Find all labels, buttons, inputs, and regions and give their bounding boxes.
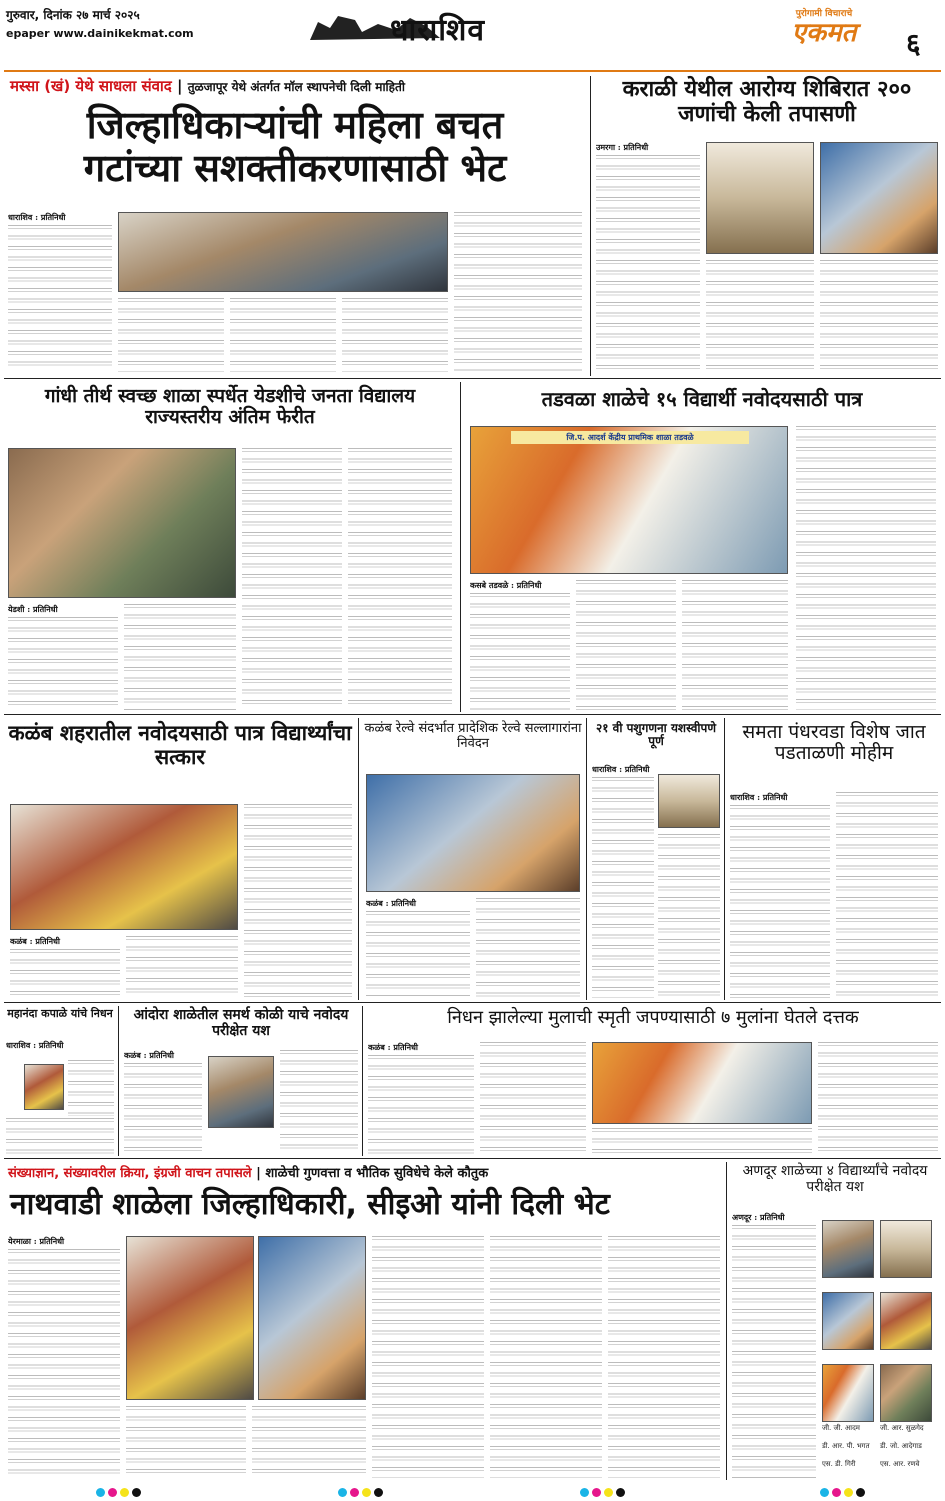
karali-column-3 [820, 260, 938, 374]
nathwadi-column-6-text [608, 1236, 720, 1478]
andur-student-photo-1 [822, 1220, 874, 1278]
kalamb-navodaya-headline: कळंब शहरातील नवोदयसाठी पात्र विद्यार्थ्यांचा सत्कार [8, 721, 352, 769]
lead-headline-line1: जिल्हाधिकाऱ्यांची महिला बचत [86, 103, 504, 147]
nathwadi-column-3 [252, 1406, 366, 1478]
andur-student-photo-3 [822, 1292, 874, 1350]
divider [4, 378, 941, 379]
kalamb-railway-column-1-text [366, 911, 470, 999]
nathwadi-column-6 [608, 1236, 720, 1478]
lead-column-2 [118, 298, 224, 372]
tadwala-story [464, 382, 940, 712]
adoption-story [366, 1006, 940, 1156]
tadwala-photo-banner: जि.प. आदर्श केंद्रीय प्राथमिक शाळा तडवळे [511, 431, 749, 444]
lead-photo [118, 212, 448, 292]
adoption-column-1 [368, 1042, 474, 1154]
livestock-census-photo [658, 774, 720, 828]
divider [4, 1158, 941, 1159]
tadwala-column-4-text [796, 426, 936, 710]
registration-dot-magenta [832, 1488, 841, 1497]
andur-column-1 [732, 1212, 816, 1478]
karali-column-3-text [820, 260, 938, 374]
obituary-column-2-text [68, 1060, 114, 1116]
kalamb-navodaya-column-3 [244, 804, 352, 998]
adoption-dateline: कळंब : प्रतिनिधी [368, 1042, 419, 1052]
andora-column-1 [124, 1050, 202, 1154]
andur-student-name-3: डी. आर. पी. भगत [822, 1442, 870, 1450]
adoption-column-3-text [592, 1128, 812, 1154]
andora-column-1-text [124, 1063, 202, 1155]
brand-logo [754, 6, 894, 48]
adoption-column-4 [818, 1042, 938, 1154]
kalamb-railway-column-2 [476, 898, 580, 998]
andur-student-name-4: डी. जो. आदेगाड [880, 1442, 922, 1450]
karali-column-2-text [706, 260, 814, 374]
kalamb-navodaya-column-1-text [10, 949, 120, 999]
divider [590, 76, 591, 376]
lead-column-5 [454, 212, 582, 372]
lead-kicker-black: तुळजापूर येथे अंतर्गत मॉल स्थापनेची दिली माहिती [187, 80, 405, 94]
karali-headline: कराळी येथील आरोग्य शिबिरात २०० जणांची केली तपासणी [622, 77, 912, 127]
nathwadi-dateline: येरमाळा : प्रतिनिधी [8, 1236, 65, 1246]
gandhi-column-1-text [8, 617, 118, 711]
nathwadi-column-3-text [252, 1406, 366, 1478]
lead-column-4 [342, 298, 448, 372]
registration-dot-cyan [96, 1488, 105, 1497]
kalamb-navodaya-column-1 [10, 936, 120, 998]
kalamb-navodaya-column-2-text [126, 936, 238, 998]
nathwadi-headline: नाथवाडी शाळेला जिल्हाधिकारी, सीइओ यांनी दिली भेट [10, 1187, 610, 1222]
tadwala-column-3-text [682, 580, 788, 710]
brand-tagline: पुरोगामी विचाराचे [795, 9, 853, 19]
kalamb-railway-column-2-text [476, 898, 580, 998]
edition-title: धाराशिव [390, 13, 486, 48]
masthead [0, 0, 945, 70]
divider [362, 1006, 363, 1156]
registration-marks [580, 1488, 625, 1497]
registration-dot-cyan [338, 1488, 347, 1497]
registration-marks [820, 1488, 865, 1497]
samata-column-2-text [836, 792, 938, 998]
andur-column-1-text [732, 1225, 816, 1479]
samata-column-1 [730, 792, 830, 998]
registration-marks [338, 1488, 383, 1497]
nathwadi-kicker-black: शाळेची गुणवत्ता व भौतिक सुविधेचे केले कौतुक [265, 1166, 489, 1181]
nathwadi-kicker-separator: | [256, 1166, 266, 1181]
kalamb-navodaya-photo [10, 804, 238, 930]
lead-column-1-text [8, 225, 112, 373]
andora-student-photo [208, 1056, 274, 1128]
epaper-url[interactable]: epaper www.dainikekmat.com [6, 27, 194, 40]
andur-student-name-5: एस. डी. गिरी [822, 1460, 856, 1468]
registration-dot-black [856, 1488, 865, 1497]
andur-student-photo-5 [822, 1364, 874, 1422]
samata-headline: समता पंधरवडा विशेष जात पडताळणी मोहीम [742, 721, 926, 765]
karali-photo-1 [706, 142, 814, 254]
livestock-census-dateline: धाराशिव : प्रतिनिधी [592, 764, 650, 774]
lead-column-5-text [454, 212, 582, 372]
nathwadi-column-1-text [8, 1249, 120, 1479]
registration-dot-black [374, 1488, 383, 1497]
kalamb-railway-story [362, 718, 584, 1000]
tadwala-dateline: कसबे तडवळे : प्रतिनिधी [470, 580, 542, 590]
divider [586, 718, 587, 1000]
andur-student-photo-4 [880, 1292, 932, 1350]
divider [4, 1002, 941, 1003]
registration-dot-black [616, 1488, 625, 1497]
karali-story [594, 76, 940, 376]
nathwadi-kicker [8, 1164, 724, 1184]
divider [460, 382, 461, 712]
lead-kicker [10, 76, 586, 97]
nathwadi-photo-1 [126, 1236, 254, 1400]
andur-headline: अणदूर शाळेच्या ४ विद्यार्थ्यांचे नवोदय परीक्षेत यश [742, 1163, 928, 1195]
obituary-column-2 [68, 1060, 114, 1116]
samata-dateline: धाराशिव : प्रतिनिधी [730, 792, 788, 802]
lead-headline-line2: गटांच्या सशक्तीकरणासाठी भेट [83, 145, 507, 190]
gandhi-headline: गांधी तीर्थ स्वच्छ शाळा स्पर्धेत येडशीचे जनता विद्यालय राज्यस्तरीय अंतिम फेरीत [44, 385, 416, 429]
divider [358, 718, 359, 1000]
kalamb-railway-photo [366, 774, 580, 892]
obituary-story [4, 1006, 116, 1156]
livestock-census-story [590, 718, 722, 1000]
karali-photo-2 [820, 142, 938, 254]
adoption-column-2-text [480, 1042, 586, 1154]
tadwala-headline: तडवळा शाळेचे १५ विद्यार्थी नवोदयसाठी पात्र [541, 387, 863, 411]
gandhi-column-4 [348, 448, 452, 710]
kalamb-railway-dateline: कळंब : प्रतिनिधी [366, 898, 417, 908]
lead-column-2-text [118, 298, 224, 372]
samata-story [728, 718, 940, 1000]
nathwadi-story [4, 1162, 724, 1480]
andur-student-name-6: एस. आर. रणवे [880, 1460, 920, 1468]
adoption-column-1-text [368, 1055, 474, 1155]
divider [4, 714, 941, 715]
nathwadi-kicker-red: संख्याज्ञान, संख्यावरील क्रिया, इंग्रजी वाचन तपासले [8, 1166, 252, 1181]
registration-dot-magenta [108, 1488, 117, 1497]
kalamb-navodaya-column-3-text [244, 804, 352, 998]
andur-student-name-2: जी. आर. सुळगेद [880, 1424, 924, 1432]
livestock-census-column-2-text [658, 834, 720, 998]
samata-column-1-text [730, 805, 830, 999]
registration-dot-magenta [350, 1488, 359, 1497]
tadwala-column-1-text [470, 593, 570, 711]
nathwadi-column-5 [490, 1236, 602, 1478]
registration-dot-black [132, 1488, 141, 1497]
kalamb-railway-column-1 [366, 898, 470, 998]
lead-kicker-red: मस्सा (खं) येथे साधला संवाद [10, 77, 172, 95]
samata-column-2 [836, 792, 938, 998]
nathwadi-column-2-text [126, 1406, 246, 1478]
registration-dot-cyan [820, 1488, 829, 1497]
gandhi-column-1 [8, 604, 118, 710]
gandhi-column-3 [242, 448, 342, 710]
andur-student-photo-6 [880, 1364, 932, 1422]
lead-headline [4, 104, 586, 189]
andur-student-name-1: जी. जी. आदम [822, 1424, 860, 1432]
karali-column-2 [706, 260, 814, 374]
masthead-divider [4, 70, 941, 72]
lead-column-1 [8, 212, 112, 372]
registration-dot-cyan [580, 1488, 589, 1497]
brand-name: एकमत [791, 18, 857, 48]
gandhi-column-3-text [242, 448, 342, 710]
registration-marks [96, 1488, 141, 1497]
kalamb-navodaya-column-2 [126, 936, 238, 998]
andora-column-2-text [280, 1050, 358, 1154]
registration-dot-magenta [592, 1488, 601, 1497]
date-line: गुरुवार, दिनांक २७ मार्च २०२५ [6, 8, 140, 22]
obituary-column-3-text [6, 1118, 114, 1154]
andora-headline: आंदोरा शाळेतील समर्थ कोळी याचे नवोदय परीक्षेत यश [133, 1007, 349, 1039]
obituary-portrait [24, 1064, 64, 1110]
gandhi-column-2 [124, 604, 236, 710]
andur-student-photo-2 [880, 1220, 932, 1278]
nathwadi-photo-2 [258, 1236, 366, 1400]
adoption-column-4-text [818, 1042, 938, 1154]
lead-kicker-separator: | [177, 77, 188, 95]
obituary-headline: महानंदा कपाळे यांचे निधन [7, 1007, 113, 1020]
tadwala-column-2 [576, 580, 676, 710]
nathwadi-column-5-text [490, 1236, 602, 1478]
registration-dot-yellow [844, 1488, 853, 1497]
livestock-census-column-2 [658, 834, 720, 998]
adoption-column-2 [480, 1042, 586, 1154]
lead-column-3-text [230, 298, 336, 372]
obituary-dateline: धाराशिव : प्रतिनिधी [6, 1040, 64, 1050]
kalamb-railway-headline: कळंब रेल्वे संदर्भात प्रादेशिक रेल्वे सल्लागारांना निवेदन [364, 721, 582, 751]
gandhi-photo [8, 448, 236, 598]
obituary-column-3 [6, 1118, 114, 1154]
adoption-column-3 [592, 1128, 812, 1154]
divider [726, 1162, 727, 1480]
gandhi-column-2-text [124, 604, 236, 710]
andora-column-2 [280, 1050, 358, 1154]
tadwala-column-3 [682, 580, 788, 710]
registration-dot-yellow [362, 1488, 371, 1497]
nathwadi-column-2 [126, 1406, 246, 1478]
page-number: ६ [906, 27, 921, 60]
livestock-census-headline: २१ वी पशुगणना यशस्वीपणे पूर्ण [595, 721, 717, 749]
nathwadi-column-4-text [372, 1236, 484, 1478]
tadwala-column-2-text [576, 580, 676, 710]
livestock-census-column-1-text [592, 777, 654, 999]
lead-story [4, 74, 586, 376]
lead-dateline: धाराशिव : प्रतिनिधी [8, 212, 66, 222]
registration-dot-yellow [120, 1488, 129, 1497]
livestock-census-column-1 [592, 764, 654, 998]
divider [724, 718, 725, 1000]
karali-column-1-text [596, 155, 700, 375]
gandhi-column-4-text [348, 448, 452, 710]
andur-dateline: अणदूर : प्रतिनिधी [732, 1212, 785, 1222]
karali-dateline: उमरगा : प्रतिनिधी [596, 142, 649, 152]
gandhi-dateline: येडशी : प्रतिनिधी [8, 604, 58, 614]
adoption-headline: निधन झालेल्या मुलाची स्मृती जपण्यासाठी ७ मुलांना घेतले दत्तक [447, 1007, 859, 1028]
nathwadi-column-1 [8, 1236, 120, 1478]
tadwala-column-4 [796, 426, 936, 710]
gandhi-story [4, 382, 456, 712]
kalamb-navodaya-story [4, 718, 356, 1000]
kalamb-navodaya-dateline: कळंब : प्रतिनिधी [10, 936, 61, 946]
andora-story [122, 1006, 360, 1156]
divider [118, 1006, 119, 1156]
tadwala-photo [470, 426, 788, 574]
obituary-column-1 [6, 1040, 114, 1060]
tadwala-column-1 [470, 580, 570, 710]
karali-column-1 [596, 142, 700, 374]
nathwadi-column-4 [372, 1236, 484, 1478]
registration-dot-yellow [604, 1488, 613, 1497]
lead-column-4-text [342, 298, 448, 372]
andora-dateline: कळंब : प्रतिनिधी [124, 1050, 175, 1060]
lead-column-3 [230, 298, 336, 372]
adoption-photo [592, 1042, 812, 1124]
andur-story [730, 1162, 940, 1480]
